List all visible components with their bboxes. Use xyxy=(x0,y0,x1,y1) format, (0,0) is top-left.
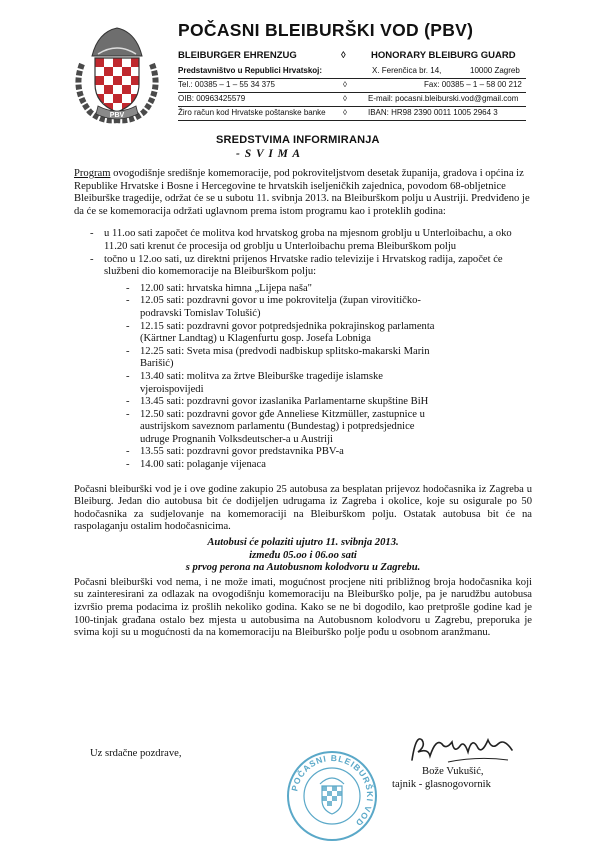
departure-line: između 05.oo i 06.oo sati xyxy=(249,549,357,561)
greeting: Uz srdačne pozdrave, xyxy=(90,748,182,759)
header-rule xyxy=(178,120,526,121)
schedule-item: - 13.55 sati: pozdravni govor predstavnika PBV-a xyxy=(124,446,444,459)
logo-label: PBV xyxy=(109,112,125,119)
phone: Tel.: 00385 – 1 – 55 34 375 xyxy=(178,80,275,89)
separator: ◊ xyxy=(343,108,347,117)
departure-line: Autobusi će polaziti ujutro 11. svibnja 2013. xyxy=(207,537,399,549)
schedule-item: - 12.00 sati: hrvatska himna „Lijepa naša" xyxy=(124,283,444,296)
departure-line: s prvog perona na Autobusnom kolodvoru u Zagrebu. xyxy=(185,562,421,574)
schedule-item: - 12.25 sati: Sveta misa (predvodi nadbiskup splitsko-makarski Marin Barišić) xyxy=(124,346,444,371)
bank-account: Žiro račun kod Hrvatske poštanske banke xyxy=(178,108,326,117)
intro-text: ovogodišnje središnje komemoracije, pod pokroviteljstvom desetak županija, gradova i općina iz Republike Hrvatske i Bosne i Hercegovine te hrvatskih iseljeničkih zajednica, povodom 68-obljetnice Bleiburške tragedije, održat će se u subotu 11. svibnja 2013. na Bleiburškom polju u Austriji. Predviđeno je da će se komemoracija održati uglavnom prema istom programu kao i proteklih godina: xyxy=(74,168,530,217)
signer-name: Bože Vukušić, xyxy=(422,766,484,777)
fax: Fax: 00385 – 1 – 58 00 212 xyxy=(424,80,522,89)
email: E-mail: pocasni.bleiburski.vod@gmail.com xyxy=(368,94,519,103)
separator: ◊ xyxy=(343,80,347,89)
iban: IBAN: HR98 2390 0011 1005 2964 3 xyxy=(368,108,498,117)
recipient-line: SREDSTVIMA INFORMIRANJA xyxy=(216,134,380,146)
oib: OIB: 00963425579 xyxy=(178,94,246,103)
recipient-line: - S V I M A xyxy=(236,148,302,160)
name-de: BLEIBURGER EHRENZUG xyxy=(178,50,297,61)
letter-body xyxy=(74,168,532,640)
list-item: - u 11.oo sati započet će molitva kod hrvatskog groba na mjesnom groblju u Unterloibachu, a oko 11.20 sati krenut će procesija od groblju u Unterloibachu prema Bleiburškom polju xyxy=(88,228,532,253)
schedule-item: - 12.50 sati: pozdravni govor gđe Anneliese Kitzmüller, zastupnice u austrijskom saveznom parlamentu (Bundestag) i potpredsjednice udruge Prognanih Volksdeutscher-a u Austriji xyxy=(124,409,444,447)
estimate-paragraph: Počasni bleiburški vod nema, i ne može imati, mogućnost procjene niti približnog broja hodočasnika koji su zainteresirani za odlazak na ovogodišnju komemoraciju na Bleiburško polje, pa je narudžbu autobusa izvršio prema podacima iz prošlih nekoliko godina. Kako se ne bi dogodilo, kao pretprošle godine kad je 100-tinjak građana ostalo bez mjesta u autobusima na Autobusnom kolodvoru u Zagrebu, preporuka je svima koji su u mogućnosti da na komemoraciju na Bleiburško polje pođu u osobnom aranžmanu. xyxy=(74,576,532,639)
main-list xyxy=(88,228,532,278)
header-rule xyxy=(178,78,526,79)
header-rule xyxy=(178,92,526,93)
official-stamp xyxy=(286,750,378,842)
departure-info xyxy=(74,537,532,575)
signature xyxy=(408,730,518,766)
schedule-list xyxy=(124,283,444,472)
schedule-item: - 13.40 sati: molitva za žrtve Bleiburške tragedije islamske vjeroispovijedi xyxy=(124,371,444,396)
stamp-text: POČASNI BLEIBURŠKI VOD xyxy=(289,752,376,829)
pbv-emblem-icon xyxy=(68,20,166,126)
address: X. Ferenčica br. 14, xyxy=(372,66,442,75)
org-name: POČASNI BLEIBURŠKI VOD (PBV) xyxy=(178,20,474,40)
logo xyxy=(68,20,166,126)
schedule-item: - 14.00 sati: polaganje vijenaca xyxy=(124,459,444,472)
rep-label: Predstavništvo u Republici Hrvatskoj: xyxy=(178,66,323,75)
schedule-item: - 13.45 sati: pozdravni govor izaslanika Parlamentarne skupštine BiH xyxy=(124,396,444,409)
city: 10000 Zagreb xyxy=(470,66,520,75)
header-rule xyxy=(178,106,526,107)
intro-paragraph xyxy=(74,168,532,218)
schedule-item: - 12.05 sati: pozdravni govor u ime pokrovitelja (župan virovitičko-podravski Tomislav Tolušić) xyxy=(124,295,444,320)
buses-paragraph: Počasni bleiburški vod je i ove godine zakupio 25 autobusa za besplatan prijevoz hodočasnika iz Zagreba u Bleiburg. Jedan dio autobusa bit će dodijeljen udrugama iz Zagreba i okolice, koje su osigurale po 50 hodočasnika za sudjelovanje na komemoraciji na Bleiburškom polju. Ostatak autobusa bit će na raspolaganju ostalim hodočasnicima. xyxy=(74,483,532,533)
name-en: HONORARY BLEIBURG GUARD xyxy=(371,50,516,61)
signer-title: tajnik - glasnogovornik xyxy=(392,779,491,790)
separator: ◊ xyxy=(343,94,347,103)
separator: ◊ xyxy=(341,50,346,61)
schedule-item: - 12.15 sati: pozdravni govor potpredsjednika pokrajinskog parlamenta (Kärtner Landtag) u Klagenfurtu gosp. Josefa Lobniga xyxy=(124,321,444,346)
stamp-icon xyxy=(286,750,378,842)
list-item: - točno u 12.oo sati, uz direktni prijenos Hrvatske radio televizije i Hrvatskog radija, započet će službeni dio komemoracije na Bleiburškom polju: xyxy=(88,254,532,279)
intro-lead: Program xyxy=(74,168,111,179)
signature-icon xyxy=(408,730,518,766)
